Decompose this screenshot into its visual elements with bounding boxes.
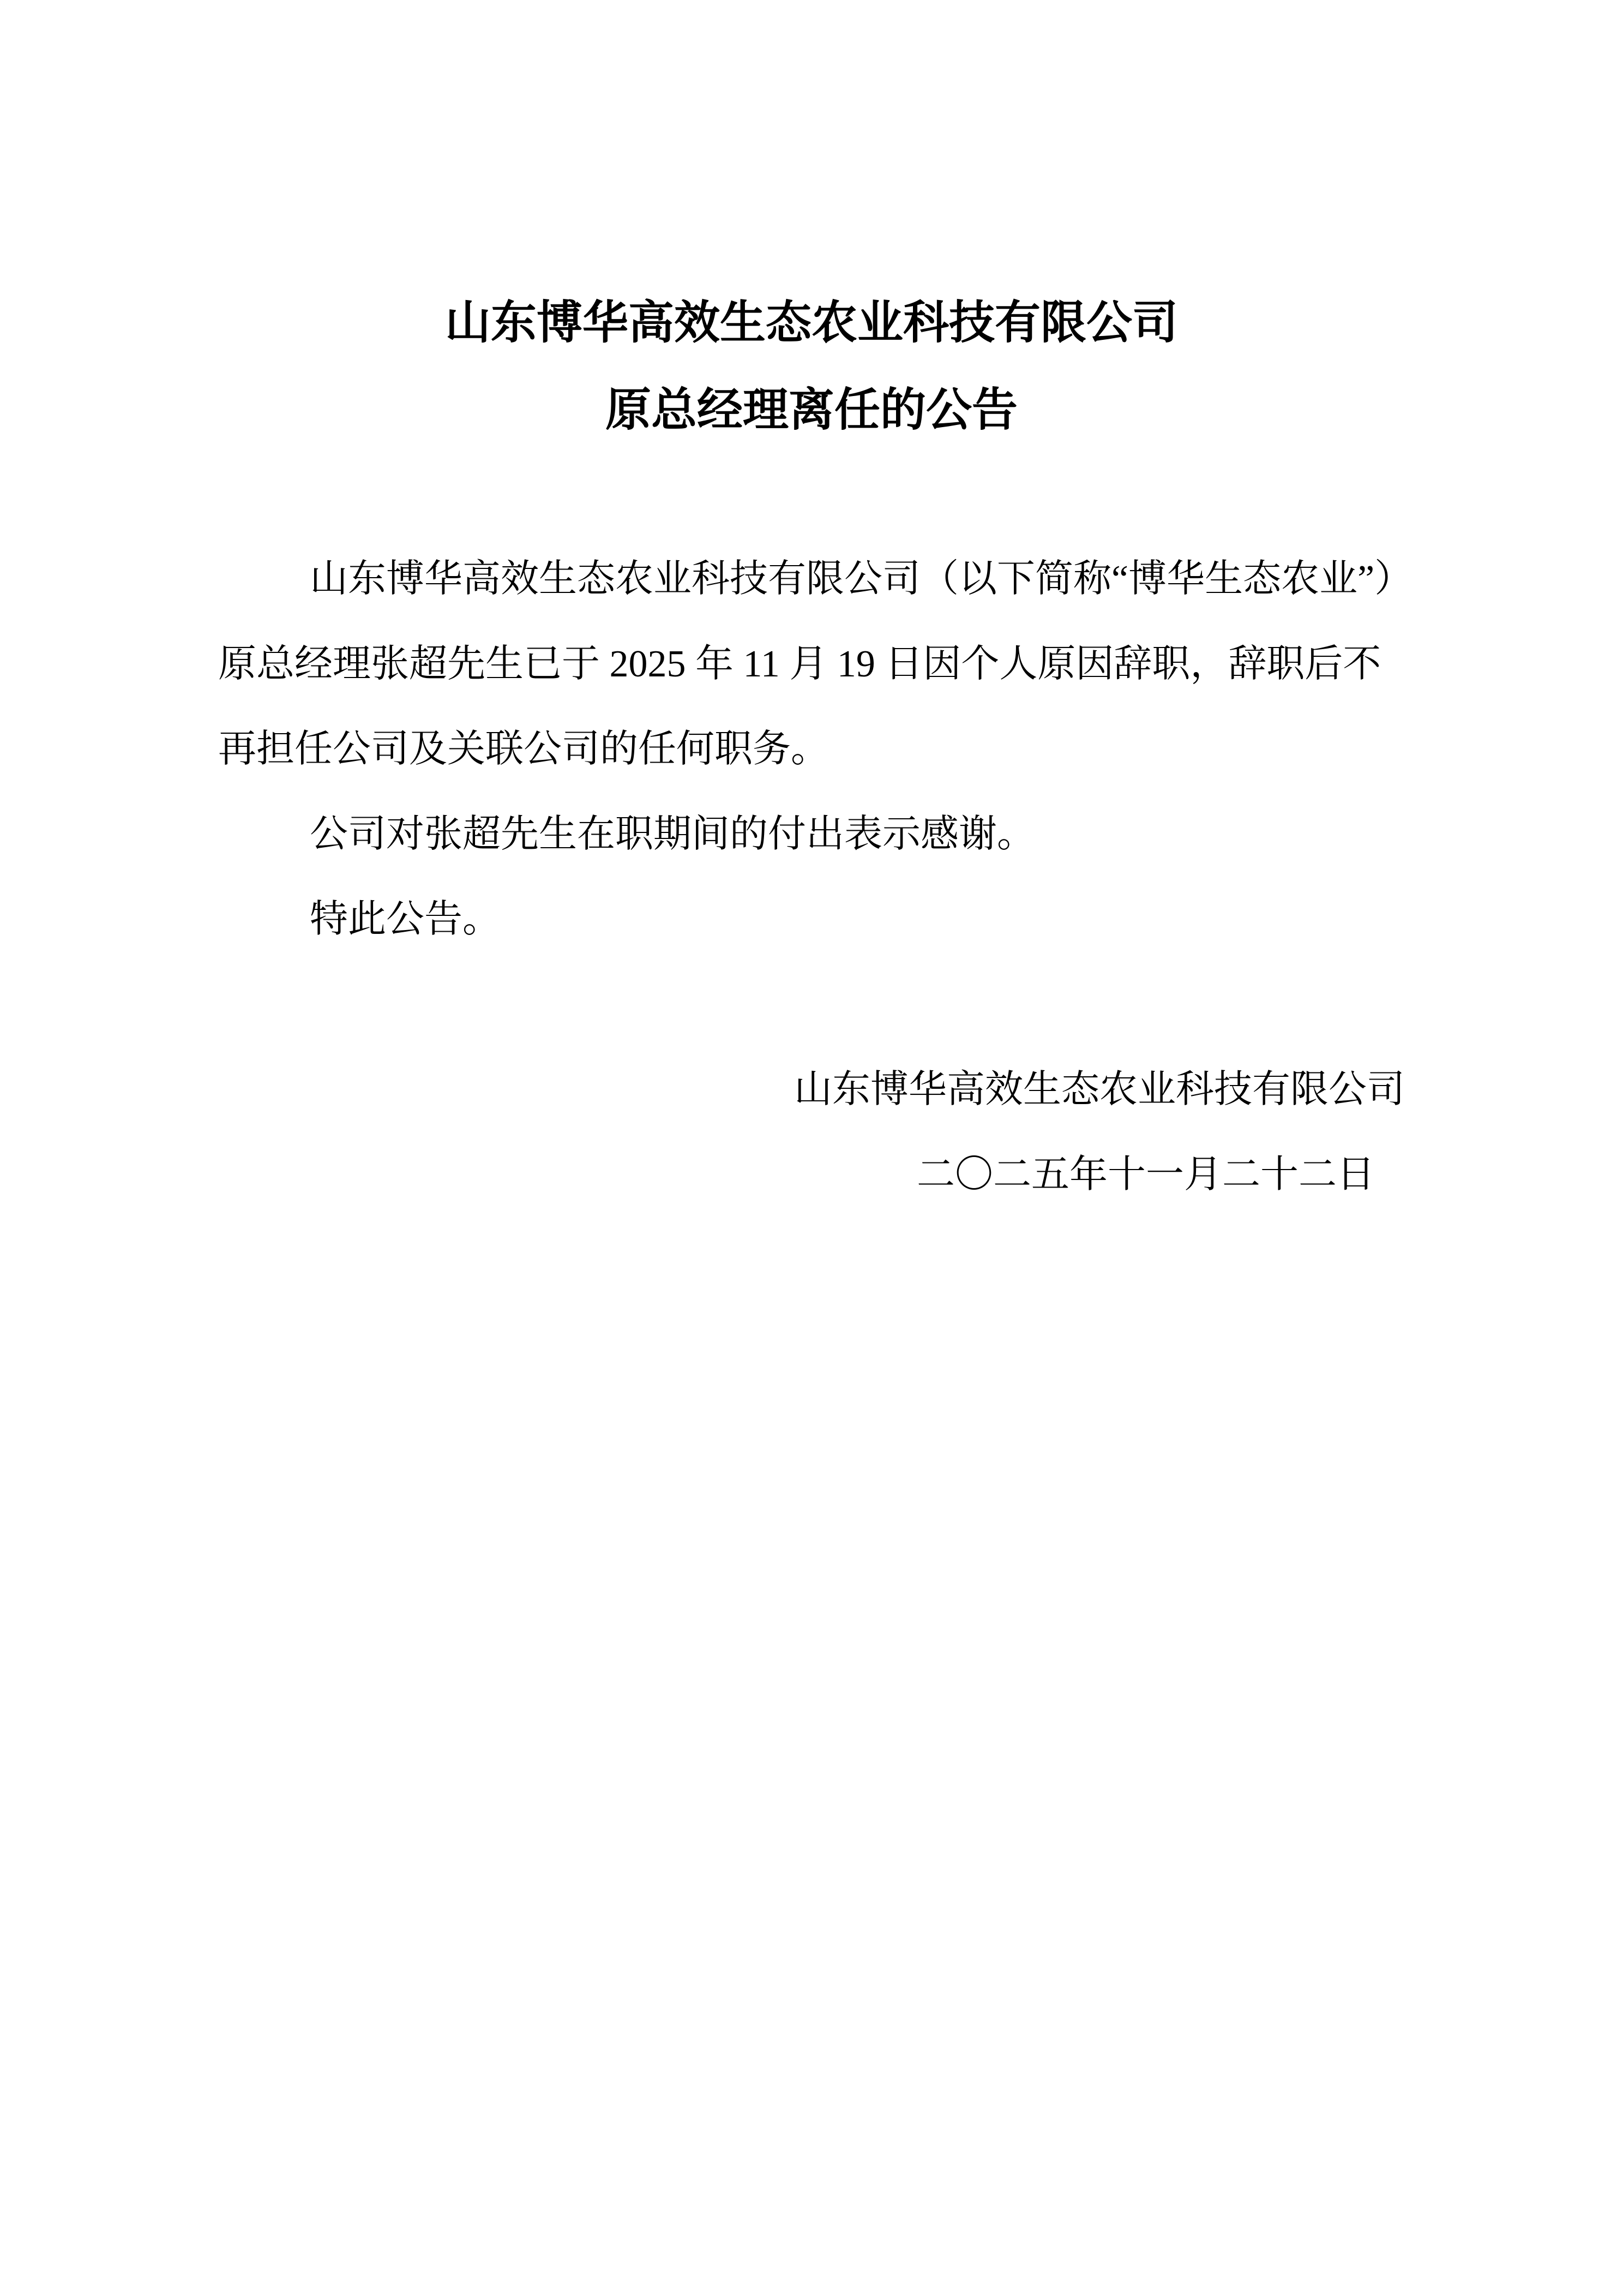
paragraph-closing: 特此公告。 (310, 898, 501, 940)
document-body (218, 537, 1413, 962)
paragraph-resignation-line-2: 原总经理张超先生已于 2025 年 11 月 19 日因个人原因辞职，辞职后不 (218, 643, 1381, 685)
signature-company-name: 山东博华高效生态农业科技有限公司 (794, 1069, 1405, 1111)
title-company-name: 山东博华高效生态农业科技有限公司 (444, 298, 1178, 349)
title-announcement-subject: 原总经理离任的公告 (605, 385, 1018, 436)
paragraph-resignation (218, 537, 1413, 792)
paragraph-gratitude: 公司对张超先生在职期间的付出表示感谢。 (310, 813, 1035, 855)
paragraph-resignation-line-1: 山东博华高效生态农业科技有限公司（以下简称“博华生态农业”） (310, 558, 1413, 600)
signature-block (218, 1047, 1405, 1218)
signature-date: 二〇二五年十一月二十二日 (917, 1154, 1375, 1196)
document-title (218, 280, 1405, 454)
paragraph-resignation-line-3: 再担任公司及关联公司的任何职务。 (218, 728, 829, 770)
